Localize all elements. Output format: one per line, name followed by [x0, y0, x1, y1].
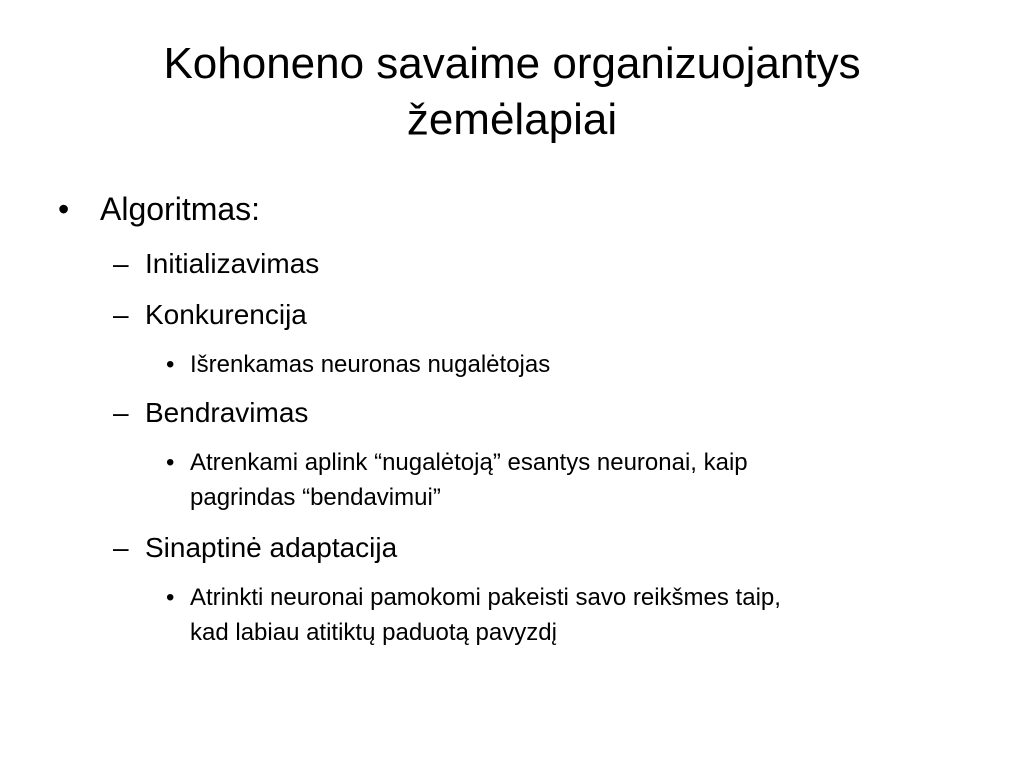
slide-title-line-2: žemėlapiai: [406, 95, 618, 144]
bullet-text: Algoritmas:: [100, 191, 261, 227]
bullet-text-line-2: kad labiau atitiktų paduotą pavyzdį: [190, 619, 557, 646]
dash-marker: –: [113, 397, 129, 428]
bullet-text: Initializavimas: [145, 248, 320, 279]
dash-marker: –: [113, 299, 129, 330]
bullet-text: Bendravimas: [145, 397, 309, 428]
bullet-marker: •: [58, 191, 70, 227]
bullet-text: Išrenkamas neuronas nugalėtojas: [190, 351, 551, 378]
bullet-text-line-1: Atrenkami aplink “nugalėtoją” esantys neuronai, kaip: [190, 449, 748, 476]
bullet-text-line-1: Atrinkti neuronai pamokomi pakeisti savo reikšmes taip,: [190, 584, 781, 611]
bullet-text: Konkurencija: [145, 299, 307, 330]
bullet-marker: •: [166, 449, 175, 476]
bullet-marker: •: [166, 584, 175, 611]
bullet-marker: •: [166, 351, 175, 378]
dash-marker: –: [113, 532, 129, 563]
bullet-text-line-2: pagrindas “bendavimui”: [190, 484, 441, 511]
bullet-text: Sinaptinė adaptacija: [145, 532, 398, 563]
slide-title-line-1: Kohoneno savaime organizuojantys: [163, 39, 861, 88]
dash-marker: –: [113, 248, 129, 279]
